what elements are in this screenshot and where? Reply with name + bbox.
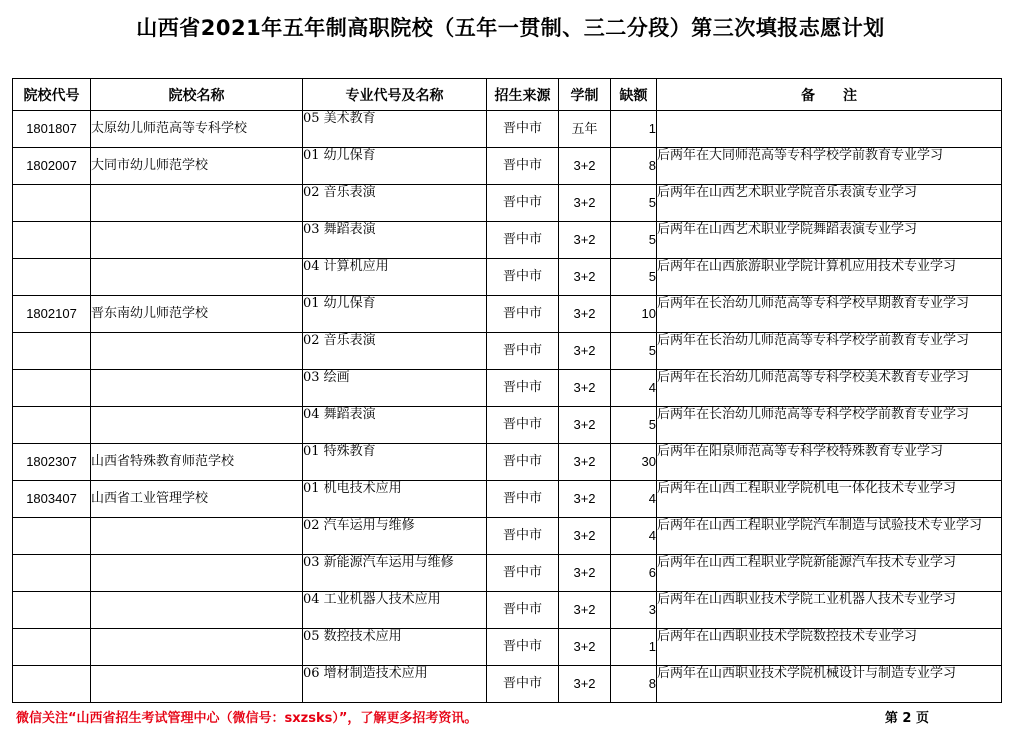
school-code-cell	[13, 666, 91, 703]
school-code-cell: 1803407	[13, 481, 91, 518]
school-name-cell: 太原幼儿师范高等专科学校	[91, 111, 303, 148]
note-cell: 后两年在山西艺术职业学院音乐表演专业学习	[657, 185, 1002, 222]
table-row	[13, 148, 1002, 185]
source-cell: 晋中市	[487, 444, 559, 481]
system-cell: 3+2	[559, 629, 611, 666]
note-cell: 后两年在大同师范高等专科学校学前教育专业学习	[657, 148, 1002, 185]
note-cell: 后两年在山西职业技术学院机械设计与制造专业学习	[657, 666, 1002, 703]
header-major: 专业代号及名称	[303, 79, 487, 111]
school-name-cell	[91, 222, 303, 259]
school-code-cell: 1802307	[13, 444, 91, 481]
school-name-cell	[91, 518, 303, 555]
school-name-cell	[91, 629, 303, 666]
major-cell: 03 新能源汽车运用与维修	[303, 555, 487, 592]
quota-cell: 4	[611, 481, 657, 518]
quota-cell: 1	[611, 111, 657, 148]
note-cell	[657, 111, 1002, 148]
table-row	[13, 629, 1002, 666]
header-school-name: 院校名称	[91, 79, 303, 111]
note-cell: 后两年在长治幼儿师范高等专科学校美术教育专业学习	[657, 370, 1002, 407]
major-cell: 06 增材制造技术应用	[303, 666, 487, 703]
note-cell: 后两年在山西职业技术学院数控技术专业学习	[657, 629, 1002, 666]
table-row	[13, 555, 1002, 592]
major-cell: 04 舞蹈表演	[303, 407, 487, 444]
note-cell: 后两年在长治幼儿师范高等专科学校早期教育专业学习	[657, 296, 1002, 333]
table-row	[13, 444, 1002, 481]
source-cell: 晋中市	[487, 222, 559, 259]
note-cell: 后两年在山西职业技术学院工业机器人技术专业学习	[657, 592, 1002, 629]
page-number: 第 2 页	[884, 711, 929, 726]
quota-cell: 3	[611, 592, 657, 629]
quota-cell: 10	[611, 296, 657, 333]
system-cell: 3+2	[559, 555, 611, 592]
source-cell: 晋中市	[487, 185, 559, 222]
quota-cell: 6	[611, 555, 657, 592]
quota-cell: 4	[611, 370, 657, 407]
system-cell: 3+2	[559, 222, 611, 259]
school-code-cell: 1802007	[13, 148, 91, 185]
school-name-cell: 晋东南幼儿师范学校	[91, 296, 303, 333]
system-cell: 3+2	[559, 259, 611, 296]
table-row	[13, 111, 1002, 148]
major-cell: 01 幼儿保育	[303, 296, 487, 333]
school-name-cell	[91, 259, 303, 296]
school-name-cell: 山西省工业管理学校	[91, 481, 303, 518]
major-cell: 01 幼儿保育	[303, 148, 487, 185]
school-name-cell	[91, 333, 303, 370]
source-cell: 晋中市	[487, 481, 559, 518]
quota-cell: 5	[611, 259, 657, 296]
school-code-cell	[13, 629, 91, 666]
page-title: 山西省2021年五年制高职院校（五年一贯制、三二分段）第三次填报志愿计划	[136, 16, 885, 40]
table-row	[13, 481, 1002, 518]
quota-cell: 8	[611, 148, 657, 185]
school-name-cell	[91, 407, 303, 444]
major-cell: 05 美术教育	[303, 111, 487, 148]
school-code-cell	[13, 518, 91, 555]
school-code-cell	[13, 333, 91, 370]
school-name-cell	[91, 555, 303, 592]
table-row	[13, 370, 1002, 407]
table-row	[13, 407, 1002, 444]
table-row	[13, 333, 1002, 370]
note-cell: 后两年在山西工程职业学院汽车制造与试验技术专业学习	[657, 518, 1002, 555]
major-cell: 03 舞蹈表演	[303, 222, 487, 259]
school-name-cell: 山西省特殊教育师范学校	[91, 444, 303, 481]
enrollment-plan-table	[12, 78, 1002, 703]
school-name-cell	[91, 185, 303, 222]
table-row	[13, 592, 1002, 629]
major-cell: 01 机电技术应用	[303, 481, 487, 518]
school-code-cell	[13, 407, 91, 444]
quota-cell: 1	[611, 629, 657, 666]
system-cell: 3+2	[559, 407, 611, 444]
system-cell: 3+2	[559, 296, 611, 333]
quota-cell: 5	[611, 407, 657, 444]
school-name-cell: 大同市幼儿师范学校	[91, 148, 303, 185]
major-cell: 04 工业机器人技术应用	[303, 592, 487, 629]
source-cell: 晋中市	[487, 666, 559, 703]
note-cell: 后两年在山西旅游职业学院计算机应用技术专业学习	[657, 259, 1002, 296]
major-cell: 02 汽车运用与维修	[303, 518, 487, 555]
school-code-cell: 1802107	[13, 296, 91, 333]
table-row	[13, 185, 1002, 222]
source-cell: 晋中市	[487, 333, 559, 370]
school-code-cell	[13, 222, 91, 259]
table-row	[13, 666, 1002, 703]
note-cell: 后两年在山西工程职业学院机电一体化技术专业学习	[657, 481, 1002, 518]
major-cell: 04 计算机应用	[303, 259, 487, 296]
system-cell: 3+2	[559, 481, 611, 518]
system-cell: 3+2	[559, 518, 611, 555]
note-cell: 后两年在山西艺术职业学院舞蹈表演专业学习	[657, 222, 1002, 259]
table-row	[13, 296, 1002, 333]
quota-cell: 5	[611, 185, 657, 222]
school-name-cell	[91, 370, 303, 407]
quota-cell: 8	[611, 666, 657, 703]
table-row	[13, 518, 1002, 555]
source-cell: 晋中市	[487, 518, 559, 555]
note-cell: 后两年在阳泉师范高等专科学校特殊教育专业学习	[657, 444, 1002, 481]
source-cell: 晋中市	[487, 629, 559, 666]
header-system: 学制	[559, 79, 611, 111]
source-cell: 晋中市	[487, 111, 559, 148]
source-cell: 晋中市	[487, 370, 559, 407]
system-cell: 3+2	[559, 185, 611, 222]
school-name-cell	[91, 666, 303, 703]
major-cell: 05 数控技术应用	[303, 629, 487, 666]
system-cell: 3+2	[559, 333, 611, 370]
school-code-cell	[13, 370, 91, 407]
school-code-cell	[13, 259, 91, 296]
system-cell: 3+2	[559, 592, 611, 629]
header-source: 招生来源	[487, 79, 559, 111]
source-cell: 晋中市	[487, 555, 559, 592]
school-code-cell	[13, 555, 91, 592]
source-cell: 晋中市	[487, 148, 559, 185]
quota-cell: 30	[611, 444, 657, 481]
major-cell: 02 音乐表演	[303, 185, 487, 222]
major-cell: 03 绘画	[303, 370, 487, 407]
major-cell: 01 特殊教育	[303, 444, 487, 481]
header-note: 备 注	[657, 79, 1002, 111]
system-cell: 3+2	[559, 444, 611, 481]
system-cell: 3+2	[559, 148, 611, 185]
quota-cell: 5	[611, 333, 657, 370]
header-school-code: 院校代号	[13, 79, 91, 111]
source-cell: 晋中市	[487, 407, 559, 444]
table-header-row	[13, 79, 1002, 111]
system-cell: 3+2	[559, 370, 611, 407]
system-cell: 3+2	[559, 666, 611, 703]
source-cell: 晋中市	[487, 259, 559, 296]
wechat-notice: 微信关注“山西省招生考试管理中心（微信号：sxzsks）”，了解更多招考资讯。	[16, 711, 478, 726]
note-cell: 后两年在长治幼儿师范高等专科学校学前教育专业学习	[657, 333, 1002, 370]
source-cell: 晋中市	[487, 296, 559, 333]
source-cell: 晋中市	[487, 592, 559, 629]
school-code-cell	[13, 592, 91, 629]
school-code-cell: 1801807	[13, 111, 91, 148]
table-row	[13, 222, 1002, 259]
system-cell: 五年	[559, 111, 611, 148]
note-cell: 后两年在山西工程职业学院新能源汽车技术专业学习	[657, 555, 1002, 592]
major-cell: 02 音乐表演	[303, 333, 487, 370]
quota-cell: 5	[611, 222, 657, 259]
quota-cell: 4	[611, 518, 657, 555]
header-quota: 缺额	[611, 79, 657, 111]
school-name-cell	[91, 592, 303, 629]
school-code-cell	[13, 185, 91, 222]
note-cell: 后两年在长治幼儿师范高等专科学校学前教育专业学习	[657, 407, 1002, 444]
table-row	[13, 259, 1002, 296]
